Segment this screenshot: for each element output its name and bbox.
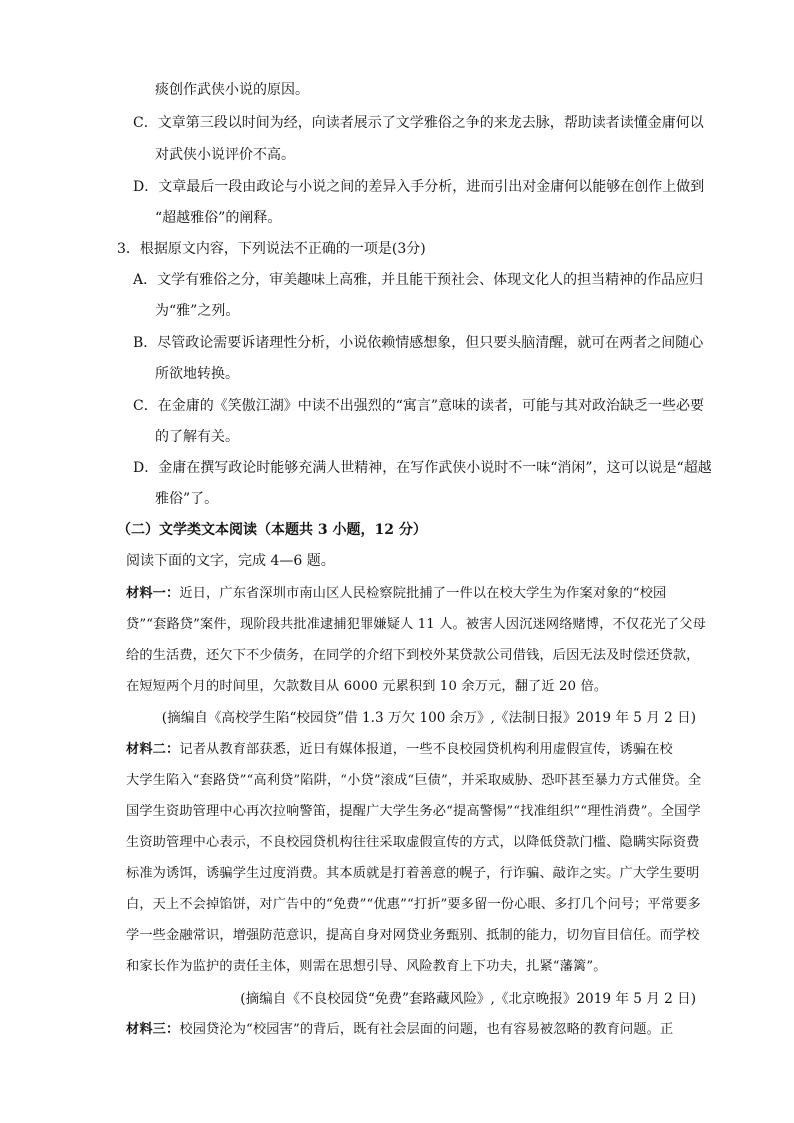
- material-text: 在短短两个月的时间里，欠款数目从 6000 元累积到 10 余万元，翻了近 20 倍。: [126, 679, 608, 694]
- q3-option-c-continuation: 的了解有关。: [155, 429, 239, 445]
- material-text: 近日，广东省深圳市南山区人民检察院批捕了一件以在校大学生为作案对象的“校园: [179, 586, 667, 601]
- q3-option-a: A．文学有雅俗之分，审美趣味上高雅，并且能干预社会、体现文化人的担当精神的作品应归: [133, 272, 704, 288]
- material-text: 标准为诱饵，诱骗学生过度消费。其本质就是打着善意的幌子，行诈骗、敲诈之实。广大学生要明: [126, 866, 700, 881]
- material-text: 白，天上不会掉馅饼，对广告中的“免费”“优惠”“打折”要多留一份心眼、多打几个问号；平常要多: [126, 897, 701, 912]
- q3-option-b-continuation: 所欲地转换。: [155, 366, 239, 382]
- material-text: 生资助管理中心表示，不良校园贷机构往往采取虚假宣传的方式，以降低贷款门槛、隐瞒实际资费: [126, 835, 700, 850]
- q3-option-d: D．金庸在撰写政论时能够充满人世精神，在写作武侠小说时不一味“消闲”，这可以说是“超越: [133, 460, 712, 476]
- material-text: 大学生陷入“套路贷”“高利贷”陷阱，“小贷”滚成“巨债”，并采取威胁、恐吓甚至暴力方式催贷。全: [126, 773, 702, 788]
- q2-option-c: C．文章第三段以时间为经，向读者展示了文学雅俗之争的来龙去脉，帮助读者读懂金庸何以: [133, 115, 704, 131]
- section-heading: （二）文学类文本阅读（本题共 3 小题，12 分）: [117, 522, 427, 538]
- q3-option-a-continuation: 为“雅”之列。: [155, 303, 240, 319]
- material-label: 材料一：: [126, 586, 180, 601]
- q2-option-c-continuation: 对武侠小说评价不高。: [155, 147, 295, 163]
- q2-option-d: D．文章最后一段由政论与小说之间的差异入手分析，进而引出对金庸何以能够在创作上做到: [133, 179, 705, 195]
- section-instruction: 阅读下面的文字，完成 4—6 题。: [126, 553, 335, 569]
- material-label: 材料二：: [126, 742, 180, 757]
- material-text: 贷”“套路贷”案件，现阶段共批准逮捕犯罪嫌疑人 11 人。被害人因沉迷网络赌博，不仅花光了父母: [126, 617, 706, 632]
- material-text: 给的生活费，还欠下不少债务，在同学的介绍下到校外某贷款公司借钱，后因无法及时偿还贷款，: [126, 648, 700, 663]
- q2-option-d-continuation: “超越雅俗”的阐释。: [155, 210, 282, 226]
- material-text: 记者从教育部获悉，近日有媒体报道，一些不良校园贷机构利用虚假宣传，诱骗在校: [179, 742, 673, 757]
- q3-option-c: C．在金庸的《笑傲江湖》中读不出强烈的“寓言”意味的读者，可能与其对政治缺乏一些必要: [133, 398, 705, 414]
- q3-stem: 3．根据原文内容，下列说法不正确的一项是(3分): [117, 241, 426, 257]
- material-source: (摘编自《高校学生陷“校园贷”借 1.3 万欠 100 余万》,《法制日报》2019 年 5 月 2 日): [161, 710, 696, 726]
- material-text: 和家长作为监护的责任主体，则需在思想引导、风险教育上下功夫，扎紧“藩篱”。: [126, 959, 607, 974]
- material-source: (摘编自《不良校园贷“免费”套路藏风险》,《北京晚报》2019 年 5 月 2 日): [240, 991, 696, 1007]
- q3-option-b: B．尽管政论需要诉诸理性分析，小说依赖情感想象，但只要头脑清醒，就可在两者之间随心: [133, 335, 704, 351]
- material-text: 学一些金融常识，增强防范意识，提高自身对网贷业务甄别、抵制的能力，切勿盲目信任。而学校: [126, 928, 700, 943]
- q2-option-b-continuation: 痰创作武侠小说的原因。: [155, 82, 309, 98]
- material-text: 校园贷沦为“校园害”的背后，既有社会层面的问题，也有容易被忽略的教育问题。正: [179, 1022, 674, 1037]
- q3-option-d-continuation: 雅俗”了。: [155, 491, 219, 507]
- material-label: 材料三：: [126, 1022, 180, 1037]
- material-text: 国学生资助管理中心再次拉响警笛，提醒广大学生务必“提高警惕”“找准组织”“理性消费”。全国学: [126, 804, 701, 819]
